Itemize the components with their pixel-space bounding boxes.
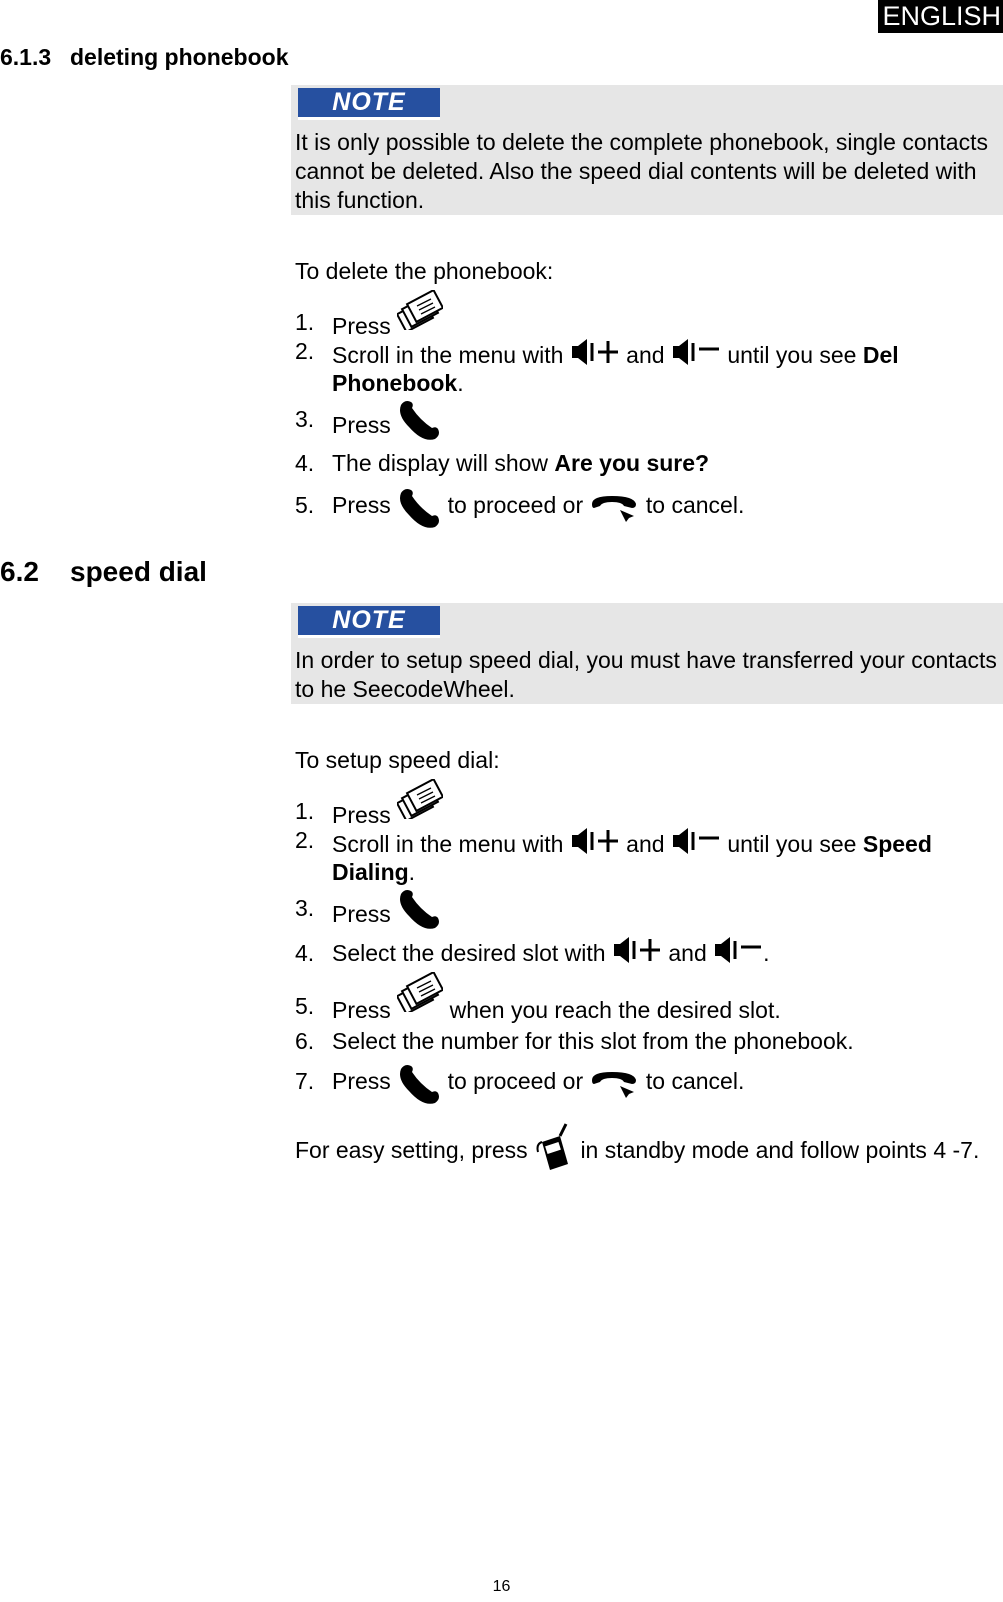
step-text: and <box>626 831 665 857</box>
step-2 <box>295 337 995 395</box>
step-3 <box>295 395 995 443</box>
step-text: to proceed or <box>447 1068 584 1094</box>
step-text: to cancel. <box>645 1068 745 1094</box>
step-bold-text: Del Phonebook <box>332 342 899 396</box>
page-number: 16 <box>492 1578 511 1595</box>
step-text: Scroll in the menu with <box>332 831 564 857</box>
step-text: Press <box>332 412 391 439</box>
end-call-icon <box>590 492 640 522</box>
step-text: to cancel. <box>645 492 745 518</box>
volume-plus-icon <box>612 935 662 965</box>
step-text: Press <box>332 802 391 829</box>
volume-minus-icon <box>671 337 721 367</box>
section-number: 6.2 <box>0 556 39 587</box>
step-number: 7. <box>295 1068 315 1094</box>
step-number: 1. <box>295 309 315 335</box>
step-bold-text: Speed Dialing <box>332 831 932 885</box>
paragraph-text: in standby mode and follow points 4 -7. <box>580 1137 980 1163</box>
step-text: Press <box>332 901 391 928</box>
step-1 <box>295 292 995 340</box>
step-text: Press <box>332 492 391 518</box>
note-text: In order to setup speed dial, you must have transferred your contacts to he SeecodeWheel. <box>295 647 997 702</box>
section-title: speed dial <box>70 556 207 587</box>
step-number: 2. <box>295 338 315 364</box>
call-icon <box>397 397 441 441</box>
call-icon <box>397 1061 441 1105</box>
step-number: 1. <box>295 798 315 824</box>
note-box-speed-dial <box>291 603 1003 704</box>
step-text: Select the desired slot with <box>332 940 606 966</box>
step-text: until you see <box>727 831 857 857</box>
section-heading-6-1-3 <box>0 44 289 71</box>
step-text: Press <box>332 1068 391 1094</box>
step-5 <box>295 483 995 527</box>
menu-icon <box>397 779 443 819</box>
step-text: when you reach the desired slot. <box>449 997 781 1024</box>
step-4 <box>295 932 995 974</box>
step-text: and <box>626 342 665 368</box>
step-number: 5. <box>295 492 315 518</box>
step-text: Select the number for this slot from the phonebook. <box>332 1028 854 1054</box>
step-1 <box>295 781 995 829</box>
step-number: 5. <box>295 993 315 1019</box>
step-number: 3. <box>295 406 315 432</box>
step-2 <box>295 826 995 884</box>
note-label: NOTE <box>298 88 440 120</box>
volume-plus-icon <box>570 337 620 367</box>
step-number: 3. <box>295 895 315 921</box>
steps-speed-dial <box>295 781 995 1104</box>
step-text: to proceed or <box>447 492 584 518</box>
menu-icon <box>397 290 443 330</box>
note-label: NOTE <box>298 606 440 638</box>
step-text: and <box>668 940 707 966</box>
section-title: deleting phonebook <box>70 44 289 70</box>
step-number: 6. <box>295 1028 315 1054</box>
section-number: 6.1.3 <box>0 44 52 70</box>
call-icon <box>397 485 441 529</box>
language-badge: ENGLISH <box>878 0 1003 33</box>
step-text: . <box>408 859 416 885</box>
step-3 <box>295 884 995 932</box>
footer-paragraph <box>295 1122 995 1172</box>
step-5 <box>295 974 995 1024</box>
step-7 <box>295 1058 995 1104</box>
note-text: It is only possible to delete the complete phonebook, single contacts cannot be deleted. Also the speed dial contents will be deleted with this function. <box>295 129 988 213</box>
step-bold-text: Are you sure? <box>554 450 710 476</box>
step-number: 4. <box>295 940 315 966</box>
step-text: . <box>763 940 770 966</box>
step-6 <box>295 1024 995 1058</box>
step-text: Press <box>332 313 391 340</box>
steps-delete <box>295 292 995 527</box>
menu-icon <box>397 972 443 1012</box>
step-text: The display will show <box>332 450 549 476</box>
volume-minus-icon <box>713 935 763 965</box>
intro-text: To delete the phonebook: <box>295 258 554 284</box>
step-4 <box>295 443 995 483</box>
volume-minus-icon <box>671 826 721 856</box>
paragraph-text: For easy setting, press <box>295 1137 528 1163</box>
note-box-delete <box>291 85 1003 215</box>
section-heading-6-2 <box>0 556 207 588</box>
end-call-icon <box>590 1068 640 1098</box>
step-number: 2. <box>295 827 315 853</box>
step-text: Scroll in the menu with <box>332 342 564 368</box>
volume-plus-icon <box>570 826 620 856</box>
call-icon <box>397 886 441 930</box>
step-text: until you see <box>727 342 857 368</box>
intro-text: To setup speed dial: <box>295 747 500 773</box>
handset-icon <box>534 1122 574 1172</box>
step-text: Press <box>332 997 391 1024</box>
step-number: 4. <box>295 450 315 476</box>
step-text: . <box>457 370 464 396</box>
